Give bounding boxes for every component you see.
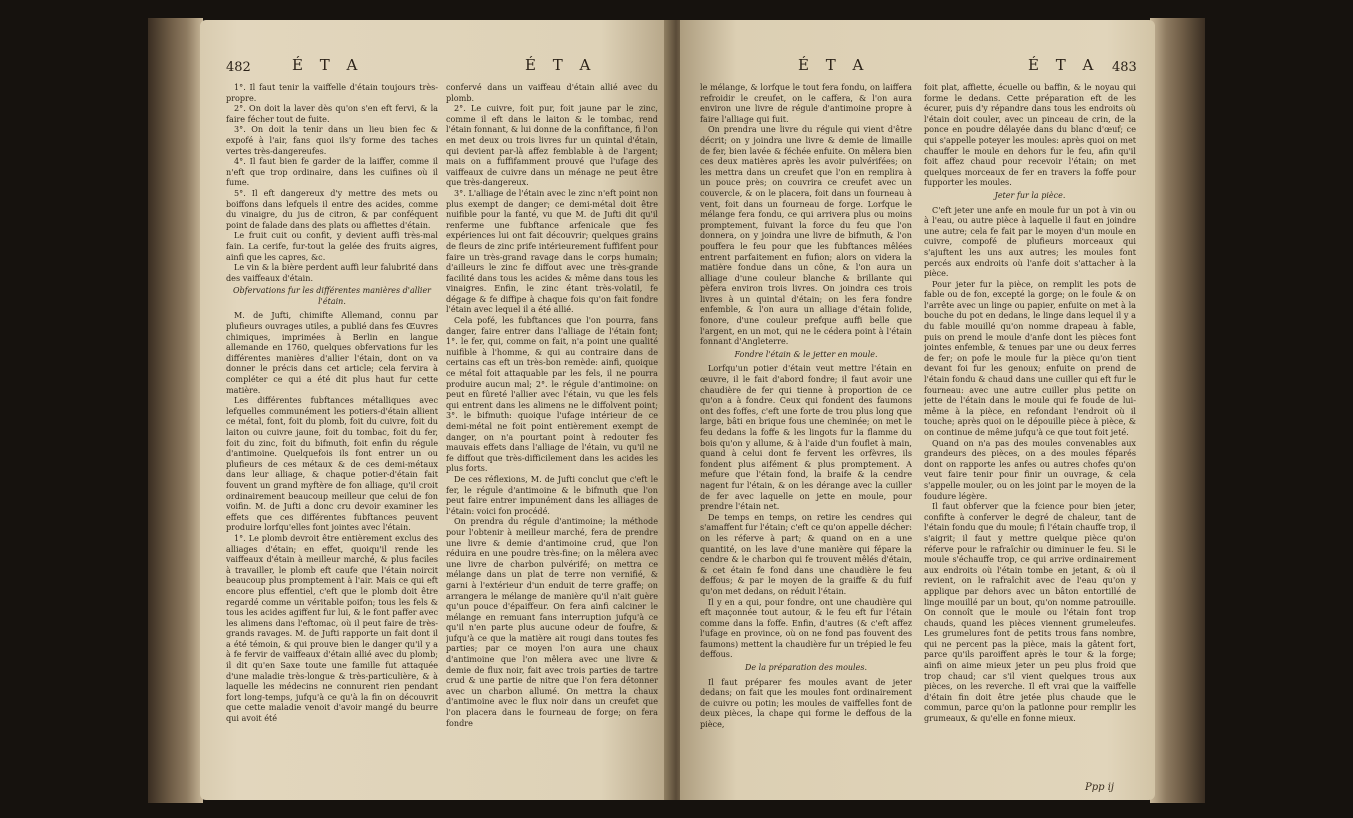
paragraph: Le fruit cuit ou confit, y devient auffi très-mal fain. La cerife, fur-tout la gelée des fruits aigres, ainfi que les capres, &c.	[226, 230, 438, 262]
section-heading: Obfervations fur les différentes manières d'allier l'étain.	[232, 286, 432, 306]
paragraph: Il y en a qui, pour fondre, ont une chaudière qui eft maçonnée tout autour, & le feu eft fur l'étain comme dans la foffe. Enfin, d'autres (& c'eft affez l'ufage en province, où on ne fond pas fouvent des faumons) mettent la chaudière fur un trépied le feu deffous.	[700, 596, 912, 660]
paragraph: le mélange, & lorfque le tout fera fondu, on laiffera refroidir le creufet, on le caffera, & l'on aura environ une livre de régule d'antimoine propre à faire l'alliage qui fuit.	[700, 82, 912, 124]
paragraph: 3°. L'alliage de l'étain avec le zinc n'eft point non plus exempt de danger; ce demi-métal doit être nuifible pour la fanté, vu que M. de Jufti dit qu'il renferme une fubftance arfenicale que fes expériences lui ont fait découvrir; quelques grains de fleurs de zinc prife intérieurement fuffifent pour faire un très-grand ravage dans le corps humain; d'ailleurs le zinc fe diffout avec une très-grande facilité dans tous les acides & même dans tous les vinaigres. Enfin, le zinc étant très-volatil, fe dégage & fe diffipe à chaque fois qu'on fait fondre l'étain avec lequel il a été allié.	[446, 187, 658, 315]
paragraph: On prendra du régule d'antimoine; la méthode pour l'obtenir à meilleur marché, fera de prendre une livre & demie d'antimoine crud, que l'on réduira en une poudre très-fine; on la mêlera avec une livre de charbon pulvérifé; on mettra ce mélange dans un plat de terre non vernifié, & garni à l'extérieur d'un enduit de terre graffe; on arrangera le mélange de manière qu'il n'ait guère qu'un pouce d'épaiffeur. On fera ainfi calciner le mélange en remuant fans interruption jufqu'à ce qu'il n'en parte plus aucune odeur de foufre, & jufqu'à ce que la matière ait rougi dans toutes fes parties; par ce moyen l'on aura une chaux d'antimoine que l'on mêlera avec une livre & demie de flux noir, fait avec trois parties de tartre crud & une partie de nitre que l'on fera détonner avec un charbon allumé. On mettra la chaux d'antimoine avec le flux noir dans un creufet que l'on placera dans le fourneau de forge; on fera fondre	[446, 516, 658, 728]
section-heading: Jeter fur la pièce.	[994, 190, 1066, 200]
page-edges-left	[148, 18, 203, 803]
text-column-1	[226, 82, 438, 782]
left-page	[200, 20, 672, 800]
paragraph: De temps en temps, on retire les cendres qui s'amaffent fur l'étain; c'eft ce qu'on appelle décher: on les réferve à part; & quand on en a une quantité, on les lave d'une manière qui fépare la cendre & le charbon qui fe trouvent mêlés d'étain, & cet étain fe fond dans une chaudière le feu deffous; & par le moyen de la graiffe & du fuif qu'on met dedans, on réduit l'étain.	[700, 511, 912, 596]
text-column-2	[446, 82, 658, 782]
left-page-header	[200, 54, 672, 78]
running-head: É T A	[292, 56, 364, 74]
paragraph: Cela pofé, les fubftances que l'on pourra, fans danger, faire entrer dans l'alliage de l'étain font; 1°. le fer, qui, comme on fait, n'a point une qualité nuifible à l'homme, & qui au contraire dans de certains cas eft un très-bon remède: ainfi, quoique ce métal foit attaquable par les fels, il ne pourra produire aucun mal; 2°. le régule d'antimoine: on peut en fûreté l'allier avec l'étain, vu que les fels qui entrent dans les alimens ne le diffolvent point; 3°. le bifmuth: quoique l'ufage intérieur de ce demi-métal ne foit point entièrement exempt de danger, on n'a pourtant point à redouter fes mauvais effets dans l'alliage de l'étain, vu qu'il ne fe diffout que très-difficilement dans les acides les plus forts.	[446, 315, 658, 474]
paragraph: 2°. Le cuivre, foit pur, foit jaune par le zinc, comme il eft dans le laiton & le tombac, rend l'étain fonnant, & lui donne de la confiftance, fi l'on en met deux ou trois livres fur un quintal d'étain, qui devient par-là affez femblable à de l'argent; mais on a fuffifamment prouvé que l'ufage des vaiffeaux de cuivre dans un ménage ne peut être que très-dangereux.	[446, 103, 658, 188]
section-heading: Fondre l'étain & le jetter en moule.	[734, 349, 878, 359]
paragraph: Lorfqu'un potier d'étain veut mettre l'étain en œuvre, il le fait d'abord fondre; il faut avoir une chaudière de fer qui tienne à proportion de ce qu'on a à fondre. Ceux qui fondent des faumons ont des foffes, c'eft une forte de trou plus long que large, bâti en brique fous une cheminée; on met le feu dedans la foffe & les lingots fur la flamme du bois qu'on y allume, & à l'aide d'un fouflet à main, quand à celui dont fe fervent les orfèvres, ils fondent plus aifément & plus promptement. A mefure que l'étain fond, la braife & la cendre nagent fur l'étain, & on les dérange avec la cuiller de fer avec laquelle on jette en moule, pour prendre l'étain net.	[700, 363, 912, 512]
paragraph: De ces réflexions, M. de Jufti conclut que c'eft le fer, le régule d'antimoine & le bifmuth que l'on peut faire entrer impunément dans les alliages de l'étain: voici fon procédé.	[446, 473, 658, 516]
paragraph: On prendra une livre du régule qui vient d'être décrit; on y joindra une livre & demie de limaille de fer, bien lavée & féchée enfuite. On mêlera bien ces deux matières après les avoir pulvérifées; on les mettra dans un creufet que l'on en remplira à un pouce près; on couvrira ce creufet avec un couvercle, & on le placera, foit dans un fourneau à vent, foit dans un fourneau de forge. Lorfque le mélange fera fondu, ce qui arrivera plus ou moins promptement, fuivant la force du feu que l'on donnera, on y joindra une livre de bifmuth, & l'on pouffera le feu pour que les fubftances mêlées entrent parfaitement en fufion; alors on videra la matière fondue dans un cône, & l'on aura un alliage d'une couleur blanche & brillante qui pèfera environ trois livres. On joindra ces trois livres à un quintal d'étain; on les fera fondre enfemble, & l'on aura un alliage d'étain folide, fonore, d'une couleur prefque auffi belle que l'argent, en un mot, qui ne le cédera point à l'étain fonnant d'Angleterre.	[700, 124, 912, 347]
page-edges-right	[1150, 18, 1205, 803]
paragraph: C'eft jeter une anfe en moule fur un pot à vin ou à l'eau, ou autre pièce à laquelle il faut en joindre une autre; cela fe fait par le moyen d'un moule en cuivre, compofé de plufieurs morceaux qui s'ajuftent les uns aux autres; les moules font percés aux endroits où l'anfe doit s'attacher à la pièce.	[924, 204, 1136, 279]
text-column-3	[700, 82, 912, 782]
paragraph: Pour jeter fur la pièce, on remplit les pots de fable ou de fon, excepté la gorge; on le foule & on l'arrête avec un linge ou papier, enfuite on met à la bouche du pot en dedans, le linge dans lequel il y a du fable mouillé qu'on nomme drapeau à fable, puis on prend le moule d'anfe dont les pièces font jointes enfemble, & tenues par une ou deux ferres de fer; on pofe le moule fur la pièce qu'on tient devant foi fur les genoux; enfuite on prend de l'étain fondu & chaud dans une cuiller qui eft fur le fourneau: avec une autre cuiller plus petite on jette de l'étain dans le moule qui fe foude de lui-même à la pièce, en refondant l'endroit où il touche; après quoi on le dépouille pièce à pièce, & on continue de même jufqu'à ce que tout foit jeté.	[924, 278, 1136, 437]
right-page	[680, 20, 1155, 800]
running-head: É T A	[798, 56, 870, 74]
running-head: É T A	[525, 56, 597, 74]
paragraph: confervé dans un vaiffeau d'étain allié avec du plomb.	[446, 82, 658, 103]
paragraph: 2°. On doit la laver dès qu'on s'en eft fervi, & la faire fécher tout de fuite.	[226, 103, 438, 124]
paragraph: Les différentes fubftances métalliques avec lefquelles communément les potiers-d'étain allient ce métal, font, foit du plomb, foit du cuivre, foit du laiton ou cuivre jaune, foit du tombac, foit du fer, foit du zinc, foit du bifmuth, foit enfin du régule d'antimoine. Quelquefois ils font entrer un ou plufieurs de ces métaux & de ces demi-métaux dans leur alliage, & chaque potier-d'étain fait fouvent un grand myftère de fon alliage, qu'il croit ordinairement beaucoup meilleur que celui de fon voifin. M. de Jufti a donc cru devoir examiner les effets que ces différentes fubftances peuvent produire lorfqu'elles font jointes avec l'étain.	[226, 395, 438, 533]
text-column-4	[924, 82, 1136, 782]
running-head: É T A	[1028, 56, 1100, 74]
paragraph: 4°. Il faut bien fe garder de la laiffer, comme il n'eft que trop ordinaire, dans les cuifines où il fume.	[226, 156, 438, 188]
page-number-left: 482	[226, 60, 251, 75]
right-page-header	[680, 54, 1155, 78]
section-heading: De la préparation des moules.	[744, 663, 867, 673]
paragraph: Le vin & la bière perdent auffi leur falubrité dans des vaiffeaux d'étain.	[226, 262, 438, 283]
page-number-right: 483	[1112, 60, 1137, 75]
paragraph: 1°. Il faut tenir la vaiffelle d'étain toujours très-propre.	[226, 82, 438, 103]
paragraph: 3°. On doit la tenir dans un lieu bien fec & expofé à l'air, fans quoi ils'y forme des taches vertes très-dangereufes.	[226, 124, 438, 156]
paragraph: 5°. Il eft dangereux d'y mettre des mets ou boiffons dans lefquels il entre des acides, comme du vinaigre, du jus de citron, & par conféquent point de falade dans des plats ou affiettes d'étain.	[226, 187, 438, 230]
signature-mark: Ppp ij	[1085, 782, 1115, 793]
paragraph: foit plat, affiette, écuelle ou baffin, & le noyau qui forme le dedans. Cette préparation eft de les écurer, puis d'y répandre dans tous les endroits où l'étain doit couler, avec un pinceau de crin, de la ponce en poudre délayée dans du blanc d'œuf; ce qui s'appelle poteyer les moules: après quoi on met chauffer le moule en dehors fur le feu, afin qu'il foit affez chaud pour recevoir l'étain; on met quelques morceaux de fer en travers la foffe pour fupporter les moules.	[924, 82, 1136, 188]
paragraph: Quand on n'a pas des moules convenables aux grandeurs des pièces, on a des moules féparés dont on rapporte les anfes ou autres chofes qu'on veut faire tenir pour finir un ouvrage, & cela s'appelle mouler, ou on les joint par le moyen de la foudure légère.	[924, 437, 1136, 501]
paragraph: Il faut préparer fes moules avant de jeter dedans; on fait que les moules font ordinairement de cuivre ou potin; les moules de vaiffelles font de deux pièces, la chape qui forme le deffous de la pièce,	[700, 676, 912, 730]
paragraph: 1°. Le plomb devroit être entièrement exclus des alliages d'étain; en effet, quoiqu'il rende les vaiffeaux d'étain à meilleur marché, & plus faciles à travailler, le plomb eft caufe que l'étain noircit beaucoup plus promptement à l'air. Mais ce qui eft encore plus effentiel, c'eft que le plomb doit être regardé comme un véritable poifon; tous les fels & tous les acides agiffent fur lui, & le font paffer avec les alimens dans l'eftomac, où il peut faire de très-grands ravages. M. de Jufti rapporte un fait dont il a été témoin, & qui prouve bien le danger qu'il y a à fe fervir de vaiffeaux d'étain allié avec du plomb; il dit qu'en Saxe toute une famille fut attaquée d'une maladie très-longue & très-particulière, & à laquelle les médecins ne connurent rien pendant fort long-temps, jufqu'à ce qu'à la fin on découvrit que cette maladie venoit d'avoir mangé du beurre qui avoit été	[226, 532, 438, 724]
paragraph: Il faut obferver que la fcience pour bien jeter, confifte à conferver le degré de chaleur, tant de l'étain fondu que du moule; fi l'étain chauffe trop, il s'aigrit; il faut y mettre quelque pièce qu'on réferve pour le rafraîchir ou diminuer le feu. Si le moule s'échauffe trop, ce qui arrive ordinairement aux endroits où l'étain tombe en jetant, & où il revient, on le rafraîchit avec de l'eau qu'on y applique par dehors avec un bâton entortillé de linge mouillé par un bout, qu'on nomme patrouille. On connoît que le moule ou l'étain font trop chauds, quand les pièces viennent grumeleufes. Les grumelures font de petits trous fans nombre, qui ne percent pas la pièce, mais la gâtent fort, parce qu'ils paroiffent après le tour & la forge; ainfi on aime mieux jeter un peu plus froid que trop chaud; car s'il vient quelques trous aux pièces, on les reverche. Il eft vrai que la vaiffelle d'étain fin doit être jetée plus chaude que le commun, parce qu'on la patlonne pour remplir les grumeaux, & qu'elle en fonne mieux.	[924, 501, 1136, 724]
paragraph: M. de Jufti, chimifte Allemand, connu par plufieurs ouvrages utiles, a publié dans fes Œuvres chimiques, imprimées à Berlin en langue allemande en 1760, quelques obfervations fur les différentes manières d'allier l'étain, dont on va donner le précis dans cet article; cela fervira à compléter ce qui a été dit plus haut fur cette matière.	[226, 310, 438, 395]
